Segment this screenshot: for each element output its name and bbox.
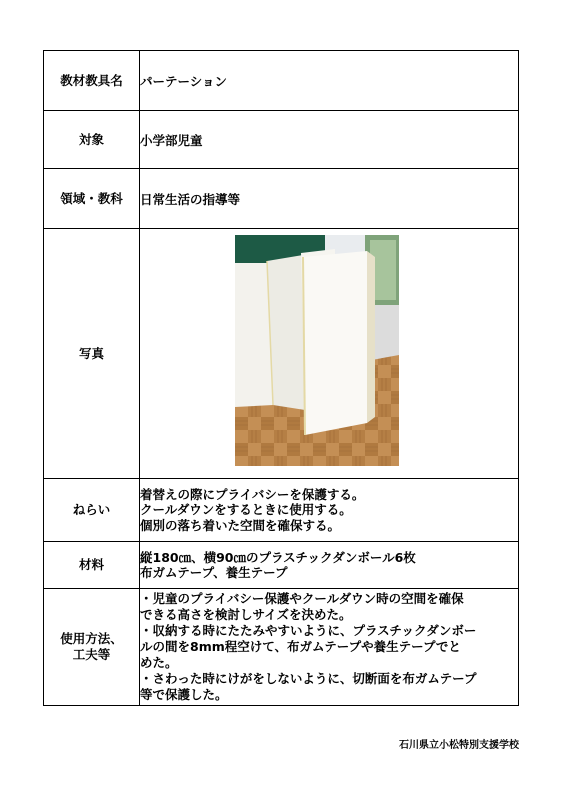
usage-line: ・さわった時にけがをしないように、切断面を布ガムテープ	[140, 671, 477, 686]
usage-line: ルの間を8mm程空けて、布ガムテープや養生テープでと	[140, 639, 461, 654]
label-aim: ねらい	[44, 479, 140, 542]
value-usage	[140, 589, 519, 706]
label-material-name: 教材教具名	[44, 51, 140, 111]
photo-cell	[140, 229, 519, 479]
value-material-name: パーテーション	[140, 51, 519, 111]
label-photo: 写真	[44, 229, 140, 479]
value-aim	[140, 479, 519, 542]
info-table	[43, 50, 519, 706]
row-usage	[44, 589, 519, 706]
row-photo	[44, 229, 519, 479]
usage-line: ・児童のプライバシー保護やクールダウン時の空間を確保	[140, 591, 464, 606]
materials-line: 布ガムテープ、養生テープ	[140, 565, 288, 580]
partition-photo	[235, 235, 399, 466]
usage-line: できる高さを検討しサイズを決めた。	[140, 607, 352, 622]
value-materials	[140, 542, 519, 589]
aim-line: 着替えの際にプライバシーを保護する。	[140, 486, 365, 502]
aim-line: クールダウンをするときに使用する。	[140, 502, 352, 518]
label-materials: 材料	[44, 542, 140, 589]
usage-line: 等で保護した。	[140, 687, 228, 702]
school-name: 石川県立小松特別支援学校	[399, 740, 519, 751]
usage-label-line: 工夫等	[72, 647, 111, 662]
value-subject: 日常生活の指導等	[140, 169, 519, 229]
value-target: 小学部児童	[140, 111, 519, 169]
label-target: 対象	[44, 111, 140, 169]
row-target	[44, 111, 519, 169]
usage-label-line: 使用方法、	[60, 631, 123, 646]
label-subject: 領域・教科	[44, 169, 140, 229]
aim-line: 個別の落ち着いた空間を確保する。	[140, 517, 341, 533]
row-materials	[44, 542, 519, 589]
usage-line: めた。	[140, 655, 178, 670]
label-usage	[44, 589, 140, 706]
row-aim	[44, 479, 519, 542]
usage-line: ・収納する時にたたみやすいように、プラスチックダンボー	[140, 623, 477, 638]
row-material-name	[44, 51, 519, 111]
materials-line: 縦180㎝、横90㎝のプラスチックダンボール6枚	[140, 549, 416, 565]
row-subject	[44, 169, 519, 229]
